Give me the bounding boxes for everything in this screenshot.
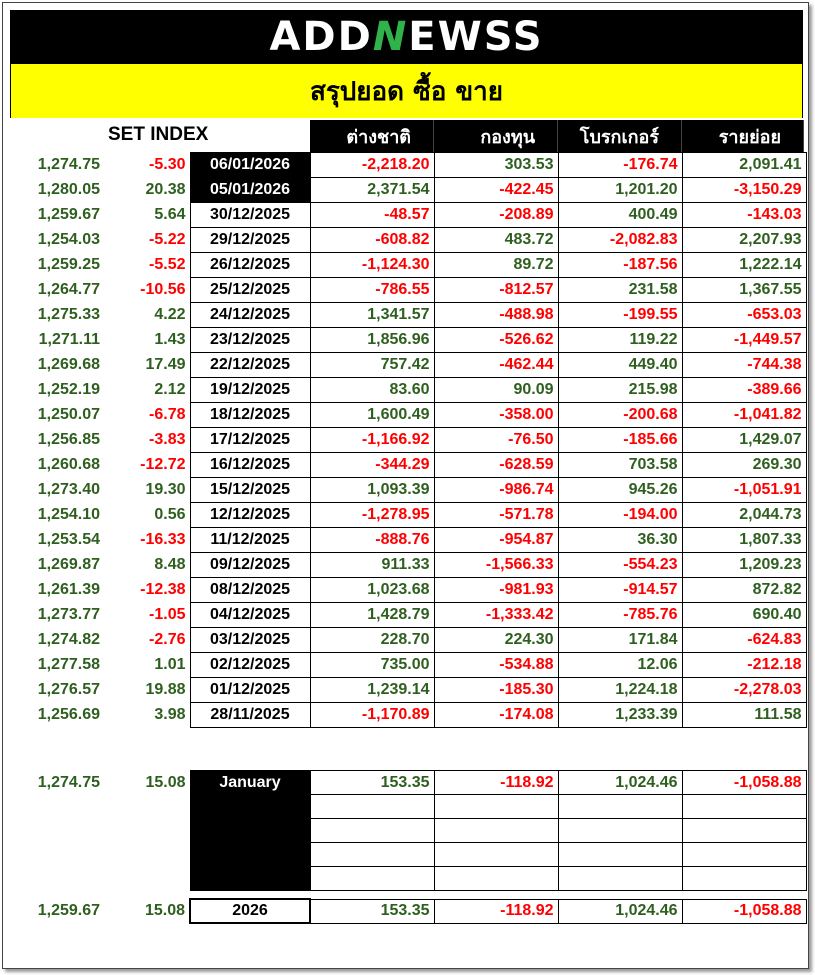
foreign-value: -786.55 <box>310 278 434 303</box>
set-change: -5.22 <box>149 231 186 248</box>
logo-text-n: N <box>372 14 409 60</box>
empty-row <box>0 795 806 819</box>
table-row <box>0 303 806 328</box>
month-broker: 1,024.46 <box>558 771 682 795</box>
foreign-value: 911.33 <box>310 553 434 578</box>
broker-value: 1,224.18 <box>558 678 682 703</box>
broker-value: -2,082.83 <box>558 228 682 253</box>
date: 18/12/2025 <box>190 403 310 428</box>
retail-value: -143.03 <box>682 203 806 228</box>
foreign-value: 1,023.68 <box>310 578 434 603</box>
header-fund: กองทุน <box>434 120 558 152</box>
broker-value: -914.57 <box>558 578 682 603</box>
year-broker: 1,024.46 <box>558 899 682 923</box>
retail-value: 1,429.07 <box>682 428 806 453</box>
date: 28/11/2025 <box>190 703 310 728</box>
fund-value: -462.44 <box>434 353 558 378</box>
foreign-value: -888.76 <box>310 528 434 553</box>
foreign-value: -344.29 <box>310 453 434 478</box>
fund-value: -1,333.42 <box>434 603 558 628</box>
set-change: 19.30 <box>145 481 186 498</box>
date: 17/12/2025 <box>190 428 310 453</box>
retail-value: -624.83 <box>682 628 806 653</box>
table-row <box>0 528 806 553</box>
set-index-value: 1,271.11 <box>38 331 100 348</box>
retail-value: 872.82 <box>682 578 806 603</box>
table-row <box>0 453 806 478</box>
set-index-value: 1,269.87 <box>37 556 100 573</box>
date: 15/12/2025 <box>190 478 310 503</box>
month-retail: -1,058.88 <box>682 771 806 795</box>
foreign-value: -1,170.89 <box>310 703 434 728</box>
set-change: -12.38 <box>140 581 186 598</box>
retail-value: 1,222.14 <box>682 253 806 278</box>
retail-value: -3,150.29 <box>682 178 806 203</box>
month-summary-row <box>0 771 806 795</box>
year-foreign: 153.35 <box>310 899 434 923</box>
set-index-value: 1,276.57 <box>37 681 100 698</box>
foreign-value: -48.57 <box>310 203 434 228</box>
addnewss-logo <box>269 14 543 60</box>
month-foreign: 153.35 <box>310 771 434 795</box>
broker-value: -187.56 <box>558 253 682 278</box>
foreign-value: -1,166.92 <box>310 428 434 453</box>
broker-value: -554.23 <box>558 553 682 578</box>
retail-value: -1,449.57 <box>682 328 806 353</box>
set-change: 20.38 <box>145 181 186 198</box>
table-row <box>0 153 806 178</box>
foreign-value: 757.42 <box>310 353 434 378</box>
month-set: 1,274.75 <box>37 773 100 791</box>
table-row <box>0 328 806 353</box>
year-label: 2026 <box>190 899 310 923</box>
foreign-value: 1,239.14 <box>310 678 434 703</box>
fund-value: -358.00 <box>434 403 558 428</box>
fund-value: 303.53 <box>434 153 558 178</box>
date: 19/12/2025 <box>190 378 310 403</box>
broker-value: 119.22 <box>558 328 682 353</box>
logo-bar <box>10 10 803 64</box>
broker-value: 400.49 <box>558 203 682 228</box>
broker-value: 12.06 <box>558 653 682 678</box>
broker-value: -200.68 <box>558 403 682 428</box>
set-index-value: 1,260.68 <box>37 456 100 473</box>
set-change: 2.12 <box>154 381 186 398</box>
foreign-value: 1,856.96 <box>310 328 434 353</box>
set-change: 8.48 <box>154 556 186 573</box>
set-index-value: 1,250.07 <box>37 406 100 423</box>
set-index-value: 1,274.82 <box>37 631 100 648</box>
year-summary-row <box>0 899 806 923</box>
retail-value: 269.30 <box>682 453 806 478</box>
set-index-value: 1,254.03 <box>37 231 100 248</box>
date: 26/12/2025 <box>190 253 310 278</box>
broker-value: -785.76 <box>558 603 682 628</box>
broker-value: 215.98 <box>558 378 682 403</box>
broker-value: -199.55 <box>558 303 682 328</box>
title-bar <box>10 64 803 118</box>
foreign-value: -2,218.20 <box>310 153 434 178</box>
table-row <box>0 178 806 203</box>
set-index-value: 1,261.39 <box>37 581 100 598</box>
set-index-value: 1,254.10 <box>37 506 100 523</box>
table-row <box>0 653 806 678</box>
date: 29/12/2025 <box>190 228 310 253</box>
set-index-value: 1,264.77 <box>37 281 100 298</box>
table-row <box>0 378 806 403</box>
logo-text-ewss: EWSS <box>408 14 544 60</box>
retail-value: 690.40 <box>682 603 806 628</box>
fund-value: -981.93 <box>434 578 558 603</box>
table-row <box>0 228 806 253</box>
fund-value: -174.08 <box>434 703 558 728</box>
year-retail: -1,058.88 <box>682 899 806 923</box>
date: 12/12/2025 <box>190 503 310 528</box>
set-index-value: 1,269.68 <box>37 356 100 373</box>
table-row <box>0 353 806 378</box>
broker-value: -176.74 <box>558 153 682 178</box>
date: 22/12/2025 <box>190 353 310 378</box>
date: 24/12/2025 <box>190 303 310 328</box>
date: 05/01/2026 <box>190 178 310 203</box>
page-title: สรุปยอด ซื้อ ขาย <box>309 76 504 107</box>
fund-value: -1,566.33 <box>434 553 558 578</box>
fund-value: -571.78 <box>434 503 558 528</box>
foreign-value: 1,341.57 <box>310 303 434 328</box>
set-change: -3.83 <box>149 431 186 448</box>
set-index-value: 1,259.67 <box>37 206 100 223</box>
table-row <box>0 703 806 728</box>
fund-value: -422.45 <box>434 178 558 203</box>
daily-table <box>0 152 807 728</box>
broker-value: 945.26 <box>558 478 682 503</box>
fund-value: -76.50 <box>434 428 558 453</box>
date: 09/12/2025 <box>190 553 310 578</box>
date: 03/12/2025 <box>190 628 310 653</box>
foreign-value: 1,600.49 <box>310 403 434 428</box>
set-index-value: 1,273.77 <box>37 606 100 623</box>
set-change: -16.33 <box>140 531 186 548</box>
fund-value: -185.30 <box>434 678 558 703</box>
empty-row <box>0 843 806 867</box>
fund-value: 89.72 <box>434 253 558 278</box>
table-row <box>0 253 806 278</box>
table-row <box>0 478 806 503</box>
set-change: -5.52 <box>149 256 186 273</box>
set-index-value: 1,256.69 <box>37 706 100 723</box>
date: 01/12/2025 <box>190 678 310 703</box>
broker-value: 36.30 <box>558 528 682 553</box>
foreign-value: 83.60 <box>310 378 434 403</box>
set-change: 4.22 <box>154 306 186 323</box>
set-change: 17.49 <box>145 356 186 373</box>
fund-value: -628.59 <box>434 453 558 478</box>
broker-value: 231.58 <box>558 278 682 303</box>
set-index-label: SET INDEX <box>108 124 209 145</box>
set-index-value: 1,259.25 <box>37 256 100 273</box>
set-index-value: 1,275.33 <box>37 306 100 323</box>
set-change: 0.56 <box>154 506 186 523</box>
date: 30/12/2025 <box>190 203 310 228</box>
fund-value: 90.09 <box>434 378 558 403</box>
retail-value: 2,207.93 <box>682 228 806 253</box>
date: 25/12/2025 <box>190 278 310 303</box>
broker-value: -194.00 <box>558 503 682 528</box>
set-change: 3.98 <box>154 706 186 723</box>
set-change: -5.30 <box>149 156 186 173</box>
foreign-value: 735.00 <box>310 653 434 678</box>
month-summary <box>0 770 807 891</box>
month-fund: -118.92 <box>434 771 558 795</box>
retail-value: 1,209.23 <box>682 553 806 578</box>
foreign-value: 2,371.54 <box>310 178 434 203</box>
set-index-value: 1,253.54 <box>37 531 100 548</box>
set-index-value: 1,252.19 <box>37 381 100 398</box>
table-row <box>0 503 806 528</box>
date: 11/12/2025 <box>190 528 310 553</box>
retail-value: -1,051.91 <box>682 478 806 503</box>
table-row <box>0 278 806 303</box>
retail-value: 2,091.41 <box>682 153 806 178</box>
header-foreign: ต่างชาติ <box>310 120 434 152</box>
set-change: 1.43 <box>154 331 186 348</box>
header-retail: รายย่อย <box>682 120 804 152</box>
table-row <box>0 678 806 703</box>
retail-value: 111.58 <box>682 703 806 728</box>
set-index-value: 1,280.05 <box>37 181 100 198</box>
table-row <box>0 403 806 428</box>
set-index-value: 1,273.40 <box>37 481 100 498</box>
retail-value: -744.38 <box>682 353 806 378</box>
fund-value: 483.72 <box>434 228 558 253</box>
retail-value: 2,044.73 <box>682 503 806 528</box>
retail-value: -2,278.03 <box>682 678 806 703</box>
set-index-value: 1,274.75 <box>37 156 100 173</box>
fund-value: -526.62 <box>434 328 558 353</box>
retail-value: -653.03 <box>682 303 806 328</box>
foreign-value: -1,278.95 <box>310 503 434 528</box>
year-summary <box>0 898 807 924</box>
fund-value: 224.30 <box>434 628 558 653</box>
date: 08/12/2025 <box>190 578 310 603</box>
empty-row <box>0 867 806 891</box>
header-broker: โบรกเกอร์ <box>558 120 682 152</box>
set-change: -6.78 <box>149 406 186 423</box>
broker-value: 1,201.20 <box>558 178 682 203</box>
set-change: -1.05 <box>149 606 186 623</box>
broker-value: 449.40 <box>558 353 682 378</box>
retail-value: 1,367.55 <box>682 278 806 303</box>
foreign-value: 228.70 <box>310 628 434 653</box>
set-index-value: 1,277.58 <box>37 656 100 673</box>
year-set: 1,259.67 <box>37 902 100 919</box>
broker-value: 703.58 <box>558 453 682 478</box>
set-change: -10.56 <box>140 281 186 298</box>
set-change: 5.64 <box>154 206 186 223</box>
foreign-value: 1,093.39 <box>310 478 434 503</box>
set-index-value: 1,256.85 <box>37 431 100 448</box>
fund-value: -208.89 <box>434 203 558 228</box>
fund-value: -954.87 <box>434 528 558 553</box>
date: 06/01/2026 <box>190 153 310 178</box>
retail-value: -212.18 <box>682 653 806 678</box>
year-fund: -118.92 <box>434 899 558 923</box>
broker-value: -185.66 <box>558 428 682 453</box>
retail-value: 1,807.33 <box>682 528 806 553</box>
logo-text-add: ADD <box>269 14 373 60</box>
year-change: 15.08 <box>144 902 185 919</box>
fund-value: -812.57 <box>434 278 558 303</box>
month-label: January <box>190 771 310 891</box>
broker-value: 171.84 <box>558 628 682 653</box>
foreign-value: 1,428.79 <box>310 603 434 628</box>
table-row <box>0 578 806 603</box>
table-row <box>0 628 806 653</box>
foreign-value: -1,124.30 <box>310 253 434 278</box>
set-change: 19.88 <box>145 681 186 698</box>
table-row <box>0 203 806 228</box>
fund-value: -534.88 <box>434 653 558 678</box>
table-row <box>0 428 806 453</box>
broker-value: 1,233.39 <box>558 703 682 728</box>
set-change: 1.01 <box>154 656 186 673</box>
table-row <box>0 603 806 628</box>
date: 23/12/2025 <box>190 328 310 353</box>
table-row <box>0 553 806 578</box>
foreign-value: -608.82 <box>310 228 434 253</box>
date: 16/12/2025 <box>190 453 310 478</box>
month-change: 15.08 <box>145 773 186 791</box>
date: 04/12/2025 <box>190 603 310 628</box>
fund-value: -488.98 <box>434 303 558 328</box>
retail-value: -1,041.82 <box>682 403 806 428</box>
set-change: -2.76 <box>149 631 186 648</box>
date: 02/12/2025 <box>190 653 310 678</box>
empty-row <box>0 819 806 843</box>
fund-value: -986.74 <box>434 478 558 503</box>
retail-value: -389.66 <box>682 378 806 403</box>
set-change: -12.72 <box>140 456 186 473</box>
